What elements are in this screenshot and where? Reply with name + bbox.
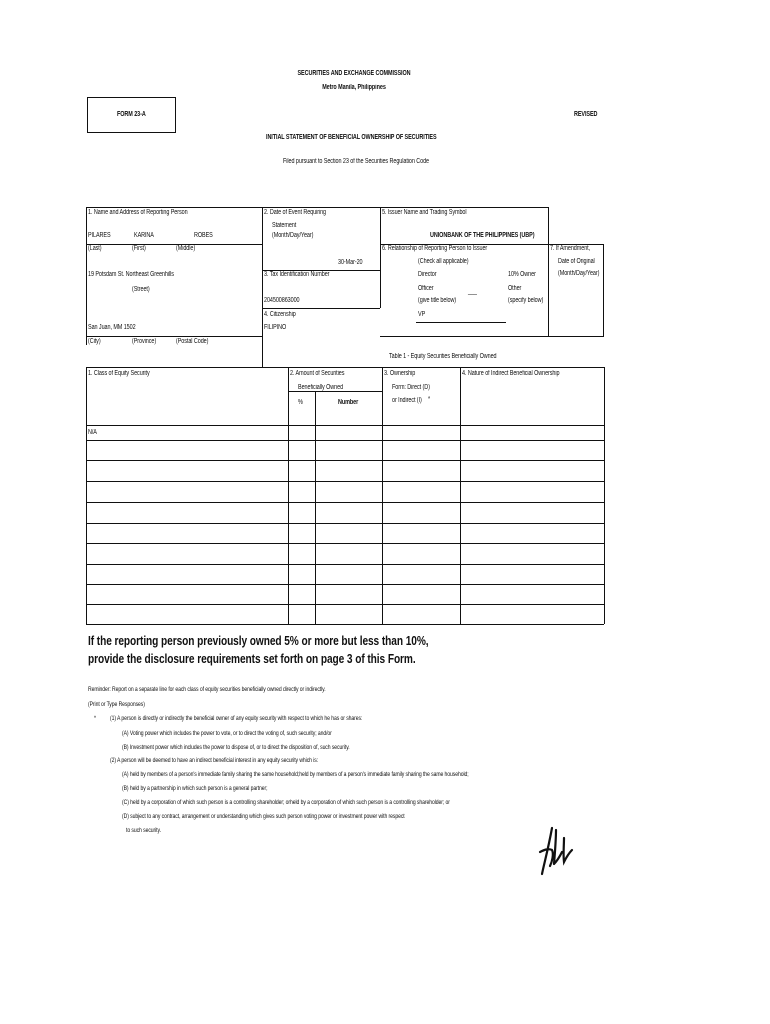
table-row-value: N/A [88, 429, 97, 436]
section2-label-3: (Month/Day/Year) [272, 232, 314, 239]
citizenship: FILIPINO [264, 324, 287, 331]
grid-line [603, 244, 604, 336]
reminder-item-1a: (A) Voting power which includes the power to vote, or to direct the voting of, such security; and/or [122, 730, 332, 737]
col3-star: * [428, 396, 431, 403]
table-row [86, 543, 604, 544]
reminder-item-2c: (C) held by a corporation of which such person is a controlling shareholder; orheld by a corporation of which such person is a controlling shareholder; or [122, 799, 450, 806]
last-name: PILARES [88, 232, 111, 239]
table-row [86, 502, 604, 503]
signature-image [534, 820, 580, 878]
section6-label: 6. Relationship of Reporting Person to Issuer [382, 245, 488, 252]
officer-title: VP [418, 311, 426, 318]
province-label: (Province) [132, 338, 157, 345]
table1-title: Table 1 - Equity Securities Beneficially Owned [389, 353, 497, 360]
event-date: 30-Mar-20 [338, 259, 363, 266]
grid-line [262, 308, 380, 309]
section1-label: 1. Name and Address of Reporting Person [88, 209, 188, 216]
agency-location: Metro Manila, Philippines [322, 84, 386, 91]
grid-line [86, 207, 87, 345]
grid-line [86, 336, 262, 337]
table-row [86, 460, 604, 461]
grid-line [86, 244, 262, 245]
grid-line [86, 367, 604, 368]
section2-label-2: Statement [272, 222, 297, 229]
grid-line [380, 207, 381, 308]
reminder-line-1: Reminder: Report on a separate line for each class of equity securities beneficially owned directly or indirectly. [88, 686, 326, 693]
col2-number: Number [338, 399, 359, 406]
grid-line [262, 207, 263, 367]
section4-label: 4. Citizenship [264, 311, 296, 318]
notice-line-1: If the reporting person previously owned 5% or more but less than 10%, [88, 633, 429, 648]
reminder-item-1: (1) A person is directly or indirectly the beneficial owner of any equity security with respect to which he has or shares: [110, 715, 363, 722]
col2-header: 2. Amount of Securities [290, 370, 345, 377]
postal-label: (Postal Code) [176, 338, 209, 345]
reminder-item-2: (2) A person will be deemed to have an indirect beneficial interest in any equity security which is: [110, 757, 319, 764]
first-label: (First) [132, 245, 146, 252]
grid-line [460, 367, 461, 624]
col4-header: 4. Nature of Indirect Beneficial Ownership [462, 370, 560, 377]
officer-note: (give title below) [418, 297, 457, 304]
col3-header-2: Form: Direct (D) [392, 384, 430, 391]
table-row [86, 440, 604, 441]
other-note: (specify below) [508, 297, 544, 304]
grid-line [548, 207, 549, 336]
grid-line [288, 391, 382, 392]
reminder-item-2d: (D) subject to any contract, arrangement or understanding which gives such person voting power or investment power with respect [122, 813, 405, 820]
table-row [86, 584, 604, 585]
issuer-name: UNIONBANK OF THE PHILIPPINES (UBP) [430, 232, 535, 239]
reminder-item-2b: (B) held by a partnership in which such person is a general partner; [122, 785, 268, 792]
table-row [86, 604, 604, 605]
owner-label: 10% Owner [508, 271, 536, 278]
grid-line [382, 367, 383, 624]
notice-line-2: provide the disclosure requirements set forth on page 3 of this Form. [88, 651, 416, 666]
table-row [86, 624, 604, 625]
form-subtitle: Filed pursuant to Section 23 of the Securities Regulation Code [283, 158, 430, 165]
other-label: Other [508, 285, 522, 292]
section7-label-3: (Month/Day/Year) [558, 270, 600, 277]
section2-label: 2. Date of Event Requiring [264, 209, 327, 216]
first-name: KARINA [134, 232, 154, 239]
officer-blank: ___ [468, 288, 477, 295]
reminder-item-2d-cont: to such security. [126, 827, 161, 834]
col2-pct: % [298, 399, 303, 406]
check-applicable: (Check all applicable) [418, 258, 469, 265]
city-label: (City) [88, 338, 101, 345]
col3-header-3: or Indirect (I) [392, 397, 422, 404]
reminder-item-1b: (B) Investment power which includes the power to dispose of, or to direct the disposition of, such security. [122, 744, 350, 751]
section7-label: 7. If Amendment, [550, 245, 591, 252]
section3-label: 3. Tax Identification Number [264, 271, 330, 278]
table-row [86, 481, 604, 482]
form-label: FORM 23-A [117, 111, 146, 118]
director-label: Director [418, 271, 437, 278]
agency-title: SECURITIES AND EXCHANGE COMMISSION [297, 70, 411, 77]
city: San Juan, MM 1502 [88, 324, 136, 331]
tax-id: 204500863000 [264, 297, 300, 304]
table-row [86, 425, 604, 426]
grid-line [380, 336, 604, 337]
street-label: (Street) [132, 286, 150, 293]
grid-line [288, 367, 289, 624]
revised-label: REVISED [574, 111, 598, 118]
reminder-item-2a: (A) held by members of a person's immediate family sharing the same household;held by members of a person's immediate family sharing the same household; [122, 771, 469, 778]
col3-header: 3. Ownership [384, 370, 416, 377]
grid-line [86, 367, 87, 624]
form-title: INITIAL STATEMENT OF BENEFICIAL OWNERSHIP OF SECURITIES [266, 134, 437, 141]
grid-line [416, 322, 506, 323]
section7-label-2: Date of Original [558, 258, 595, 265]
reminder-line-2: (Print or Type Responses) [88, 701, 145, 708]
last-label: (Last) [88, 245, 102, 252]
section5-label: 5. Issuer Name and Trading Symbol [382, 209, 467, 216]
col2-header-2: Beneficially Owned [298, 384, 344, 391]
street-address: 19 Potsdam St. Northeast Greenhills [88, 271, 174, 278]
table-row [86, 523, 604, 524]
col1-header: 1. Class of Equity Security [88, 370, 150, 377]
grid-line [604, 367, 605, 624]
reminder-star: * [94, 715, 96, 722]
middle-label: (Middle) [176, 245, 196, 252]
officer-label: Officer [418, 285, 434, 292]
table-row [86, 564, 604, 565]
middle-name: ROBES [194, 232, 213, 239]
grid-line [86, 207, 548, 208]
